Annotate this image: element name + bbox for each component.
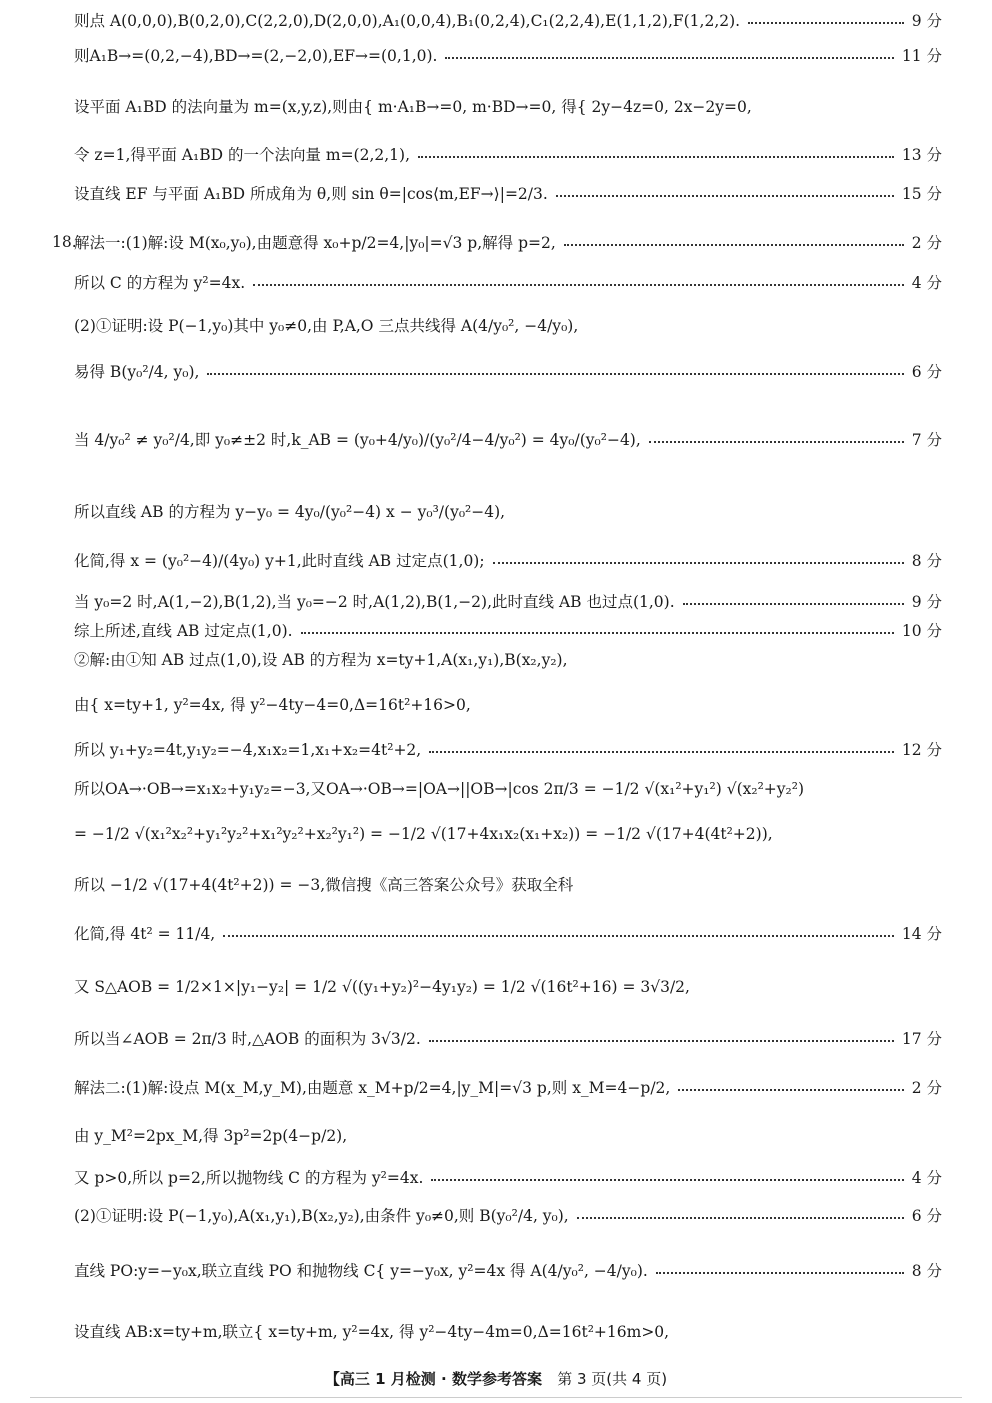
score: 14 分	[901, 925, 942, 943]
answer-line-6: 解法一:(1)解:设 M(x₀,y₀),由题意得 x₀+p/2=4,|y₀|=√3 p,解得 p=2, 2 分	[74, 231, 942, 253]
answer-line-2: 则A₁B→=(0,2,−4),BD→=(2,−2,0),EF→=(0,1,0). 11 分	[74, 44, 942, 66]
answer-line-26: 又 p>0,所以 p=2,所以抛物线 C 的方程为 y²=4x. 4 分	[74, 1166, 942, 1188]
score: 12 分	[901, 741, 942, 759]
answer-line-7: 所以 C 的方程为 y²=4x. 4 分	[74, 271, 942, 293]
score: 4 分	[911, 274, 942, 292]
answer-line-20: 所以 −1/2 √(17+4(4t²+2)) = −3,微信搜《高三答案公众号》获取全科	[74, 876, 574, 894]
answer-line-23: 所以当∠AOB = 2π/3 时,△AOB 的面积为 3√3/2. 17 分	[74, 1027, 942, 1049]
score: 9 分	[911, 12, 942, 30]
answer-line-25: 由 y_M²=2px_M,得 3p²=2p(4−p/2),	[74, 1127, 348, 1145]
answer-line-14: 综上所述,直线 AB 过定点(1,0). 10 分	[74, 619, 942, 641]
answer-line-29: 设直线 AB:x=ty+m,联立{ x=ty+m, y²=4x, 得 y²−4ty−4m=0,Δ=16t²+16m>0,	[74, 1323, 670, 1341]
footer-title: 【高三 1 月检测 · 数学参考答案	[324, 1370, 542, 1388]
score: 8 分	[911, 552, 942, 570]
answer-line-4: 令 z=1,得平面 A₁BD 的一个法向量 m=(2,2,1), 13 分	[74, 143, 942, 165]
score: 2 分	[911, 234, 942, 252]
answer-line-19: = −1/2 √(x₁²x₂²+y₁²y₂²+x₁²y₂²+x₂²y₁²) = −1/2 √(17+4x₁x₂(x₁+x₂)) = −1/2 √(17+4(4t²+2)),	[74, 825, 773, 843]
answer-line-1: 则点 A(0,0,0),B(0,2,0),C(2,2,0),D(2,0,0),A₁(0,0,4),B₁(0,2,4),C₁(2,2,4),E(1,1,2),F(1,2,2). 9 分	[74, 9, 942, 31]
answer-line-28: 直线 PO:y=−y₀x,联立直线 PO 和抛物线 C{ y=−y₀x, y²=4x 得 A(4/y₀², −4/y₀). 8 分	[74, 1259, 942, 1281]
footer-divider	[30, 1397, 962, 1398]
answer-line-5: 设直线 EF 与平面 A₁BD 所成角为 θ,则 sin θ=|cos⟨m,EF→⟩|=2/3. 15 分	[74, 182, 942, 204]
score: 10 分	[901, 622, 942, 640]
score: 6 分	[911, 1207, 942, 1225]
answer-line-12: 化简,得 x = (y₀²−4)/(4y₀) y+1,此时直线 AB 过定点(1,0); 8 分	[74, 549, 942, 571]
answer-line-11: 所以直线 AB 的方程为 y−y₀ = 4y₀/(y₀²−4) x − y₀³/(y₀²−4),	[74, 503, 506, 521]
answer-line-27: (2)①证明:设 P(−1,y₀),A(x₁,y₁),B(x₂,y₂),由条件 y₀≠0,则 B(y₀²/4, y₀), 6 分	[74, 1204, 942, 1226]
problem-number: 18.	[52, 233, 77, 251]
answer-line-17: 所以 y₁+y₂=4t,y₁y₂=−4,x₁x₂=1,x₁+x₂=4t²+2, 12 分	[74, 738, 942, 760]
score: 11 分	[901, 47, 942, 65]
answer-line-16: 由{ x=ty+1, y²=4x, 得 y²−4ty−4=0,Δ=16t²+16>0,	[74, 696, 471, 714]
answer-line-3: 设平面 A₁BD 的法向量为 m=(x,y,z),则由{ m·A₁B→=0, m·BD→=0, 得{ 2y−4z=0, 2x−2y=0,	[74, 98, 752, 116]
footer-page-number: 第 3 页(共 4 页)	[557, 1370, 668, 1388]
score: 7 分	[911, 431, 942, 449]
answer-line-10: 当 4/y₀² ≠ y₀²/4,即 y₀≠±2 时,k_AB = (y₀+4/y₀)/(y₀²/4−4/y₀²) = 4y₀/(y₀²−4), 7 分	[74, 428, 942, 450]
answer-line-8: (2)①证明:设 P(−1,y₀)其中 y₀≠0,由 P,A,O 三点共线得 A(4/y₀², −4/y₀),	[74, 317, 579, 335]
answer-line-22: 又 S△AOB = 1/2×1×|y₁−y₂| = 1/2 √((y₁+y₂)²−4y₁y₂) = 1/2 √(16t²+16) = 3√3/2,	[74, 978, 690, 996]
score: 9 分	[911, 593, 942, 611]
page-footer	[0, 1368, 992, 1389]
score: 13 分	[901, 146, 942, 164]
answer-line-15: ②解:由①知 AB 过点(1,0),设 AB 的方程为 x=ty+1,A(x₁,y₁),B(x₂,y₂),	[74, 651, 568, 669]
score: 8 分	[911, 1262, 942, 1280]
answer-line-9: 易得 B(y₀²/4, y₀), 6 分	[74, 360, 942, 382]
score: 15 分	[901, 185, 942, 203]
score: 6 分	[911, 363, 942, 381]
score: 4 分	[911, 1169, 942, 1187]
score: 17 分	[901, 1030, 942, 1048]
answer-line-13: 当 y₀=2 时,A(1,−2),B(1,2),当 y₀=−2 时,A(1,2),B(1,−2),此时直线 AB 也过点(1,0). 9 分	[74, 590, 942, 612]
answer-line-21: 化简,得 4t² = 11/4, 14 分	[74, 922, 942, 944]
answer-line-18: 所以OA→·OB→=x₁x₂+y₁y₂=−3,又OA→·OB→=|OA→||OB→|cos 2π/3 = −1/2 √(x₁²+y₁²) √(x₂²+y₂²)	[74, 780, 805, 798]
score: 2 分	[911, 1079, 942, 1097]
answer-line-24: 解法二:(1)解:设点 M(x_M,y_M),由题意 x_M+p/2=4,|y_M|=√3 p,则 x_M=4−p/2, 2 分	[74, 1076, 942, 1098]
